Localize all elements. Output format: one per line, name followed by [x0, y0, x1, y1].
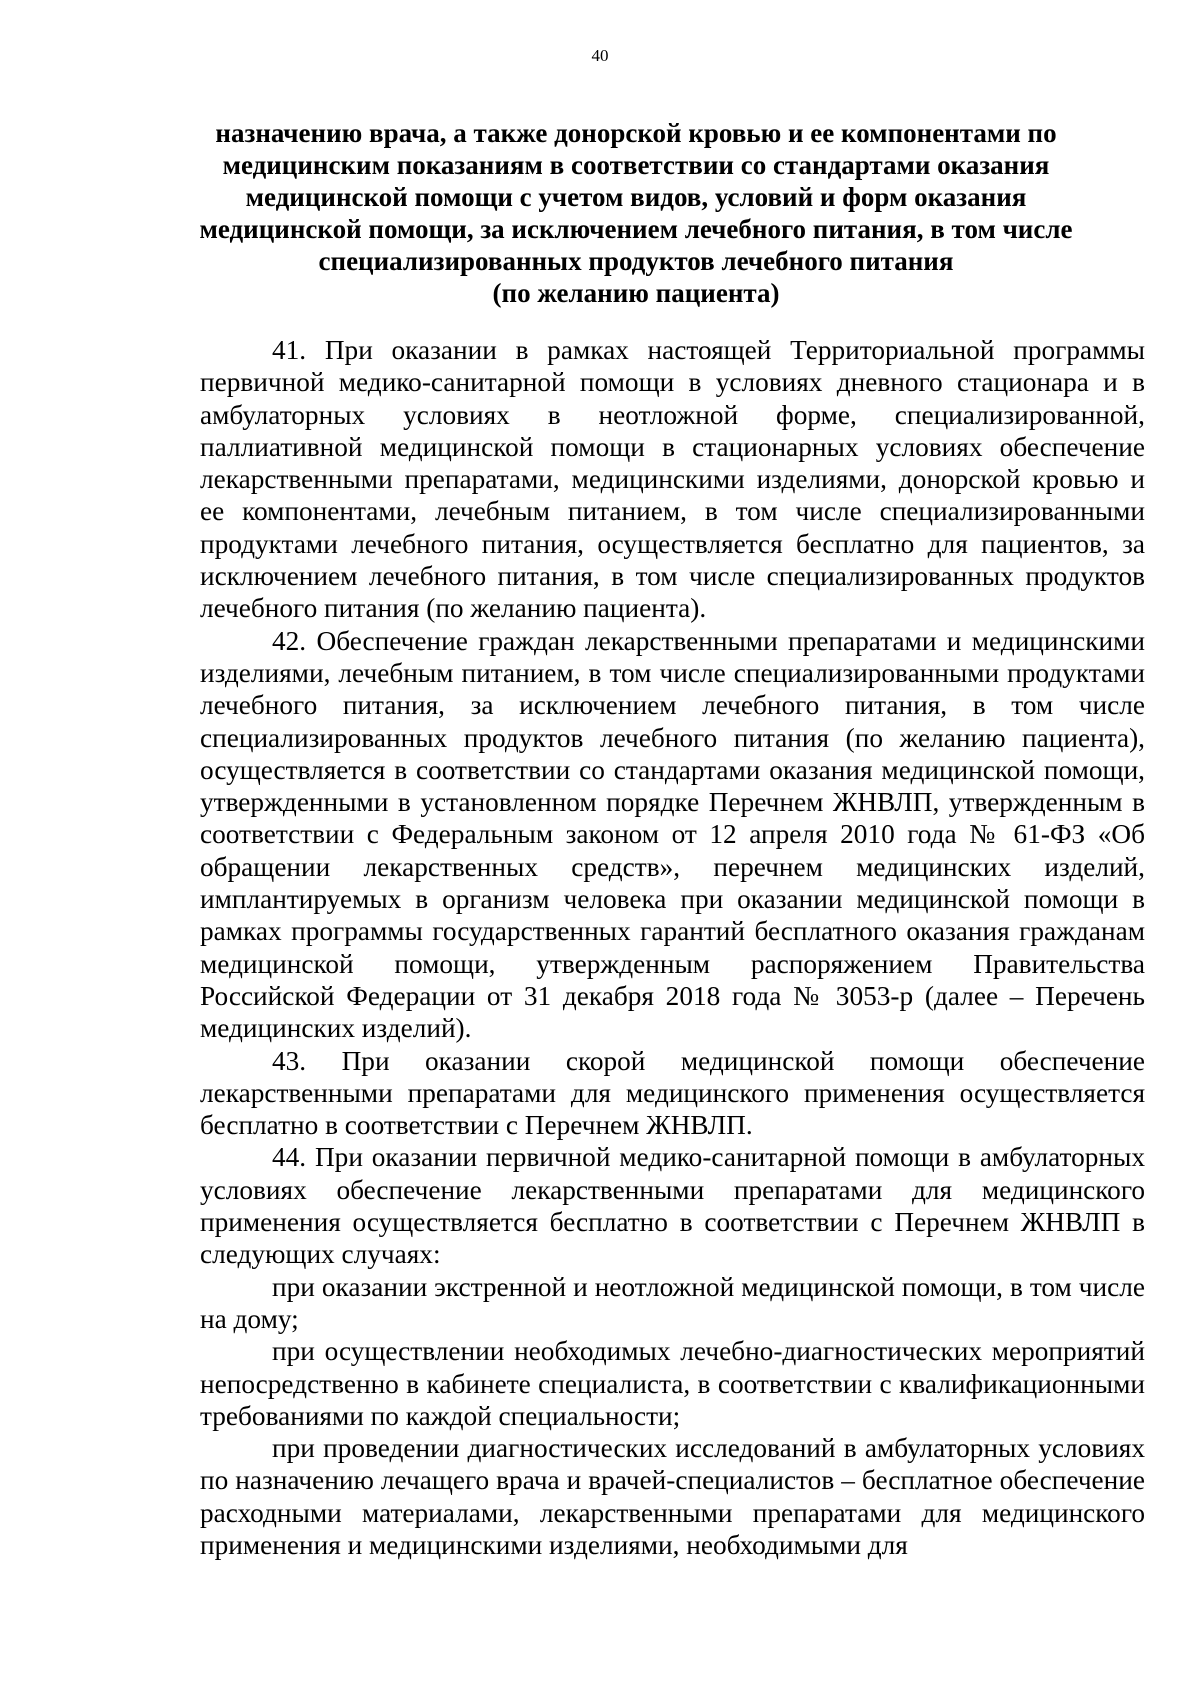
document-body — [200, 334, 1145, 1561]
list-item-diagnostic-measures: при осуществлении необходимых лечебно-диагностических мероприятий непосредственно в кабинете специалиста, в соответствии с квалификационными требованиями по каждой специальности; — [200, 1336, 1145, 1431]
paragraph-41: 41. При оказании в рамках настоящей Территориальной программы первичной медико-санитарной помощи в условиях дневного стационара и в амбулаторных условиях в неотложной форме, специализированной, паллиативной медицинской помощи в стационарных условиях обеспечение лекарственными препаратами, медицинскими изделиями, донорской кровью и ее компонентами, лечебным питанием, в том числе специализированными продуктами лечебного питания, осуществляется бесплатно для пациентов, за исключением лечебного питания, в том числе специализированных продуктов лечебного питания (по желанию пациента). — [200, 335, 1145, 624]
list-item-emergency-care: при оказании экстренной и неотложной медицинской помощи, в том числе на дому; — [200, 1271, 1145, 1334]
heading-line: медицинским показаниям в соответствии со стандартами оказания — [222, 150, 1050, 180]
heading-line: (по желанию пациента) — [492, 278, 780, 308]
heading-line: медицинской помощи с учетом видов, условий и форм оказания — [245, 182, 1027, 212]
list-item-diagnostic-studies: при проведении диагностических исследований в амбулаторных условиях по назначению лечащего врача и врачей-специалистов – бесплатное обеспечение расходными материалами, лекарственными препаратами для медицинского применения и медицинскими изделиями, необходимыми для — [200, 1433, 1145, 1560]
paragraph-44: 44. При оказании первичной медико-санитарной помощи в амбулаторных условиях обеспечение лекарственными препаратами для медицинского применения осуществляется бесплатно в соответствии с Перечнем ЖНВЛП в следующих случаях: — [200, 1142, 1145, 1270]
heading-line: специализированных продуктов лечебного питания — [318, 246, 954, 276]
paragraph-42: 42. Обеспечение граждан лекарственными препаратами и медицинскими изделиями, лечебным питанием, в том числе специализированными продуктами лечебного питания, за исключением лечебного питания, в том числе специализированных продуктов лечебного питания (по желанию пациента), осуществляется в соответствии со стандартами оказания медицинской помощи, утвержденными в установленном порядке Перечнем ЖНВЛП, утвержденным в соответствии с Федеральным законом от 12 апреля 2010 года № 61-ФЗ «Об обращении лекарственных средств», перечнем медицинских изделий, имплантируемых в организм человека при оказании медицинской помощи в рамках программы государственных гарантий бесплатного оказания гражданам медицинской помощи, утвержденным распоряжением Правительства Российской Федерации от 31 декабря 2018 года № 3053-р (далее – Перечень медицинских изделий). — [200, 625, 1145, 1044]
heading-line: назначению врача, а также донорской кровью и ее компонентами по — [215, 118, 1057, 148]
heading-line: медицинской помощи, за исключением лечебного питания, в том числе — [199, 214, 1073, 244]
paragraph-43: 43. При оказании скорой медицинской помощи обеспечение лекарственными препаратами для медицинского применения осуществляется бесплатно в соответствии с Перечнем ЖНВЛП. — [200, 1045, 1145, 1141]
section-heading — [196, 117, 1076, 309]
page-number: 40 — [591, 46, 609, 65]
